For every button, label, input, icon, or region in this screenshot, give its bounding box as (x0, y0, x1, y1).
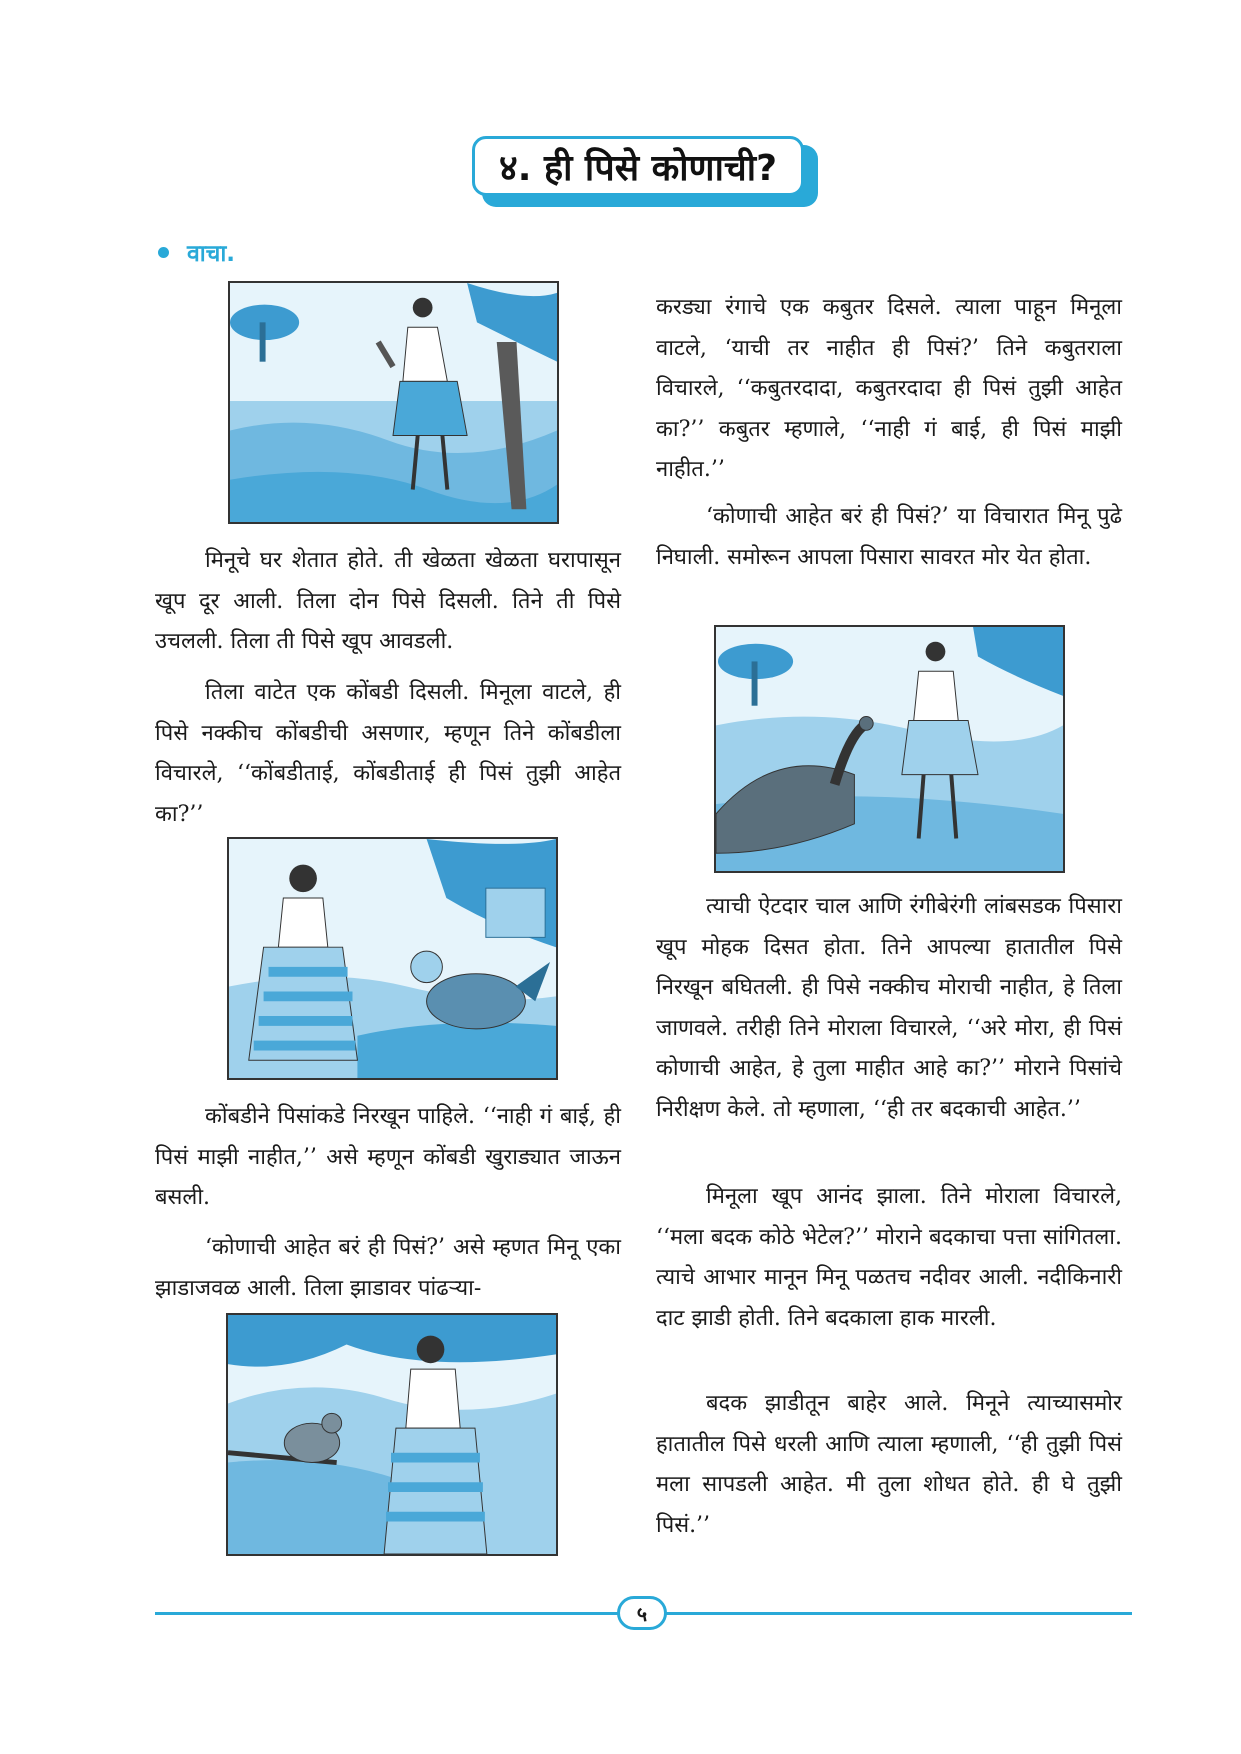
paragraph-6: ‘कोणाची आहेत बरं ही पिसं?’ या विचारात मिनू पुढे निघाली. समोरून आपला पिसारा सावरत मोर येत होता. (656, 504, 1122, 570)
illustration-girl-and-peacock (714, 625, 1065, 873)
illustration-girl-picking-feathers (228, 281, 559, 524)
paragraph-1: मिनूचे घर शेतात होते. ती खेळता खेळता घरापासून खूप दूर आली. तिला दोन पिसे दिसली. तिने ती पिसे उचलली. तिला ती पिसे खूप आवडली. (155, 548, 621, 654)
instruction-text: वाचा. (187, 241, 236, 267)
paragraph-7: त्याची ऐटदार चाल आणि रंगीबेरंगी लांबसडक पिसारा खूप मोहक दिसत होता. तिने आपल्या हातातील पिसे निरखून बघितली. ही पिसे नक्कीच मोराची नाहीत, हे तिला जाणवले. तरीही तिने मोराला विचारले, ‘‘अरे मोरा, ही पिसं कोणाची आहेत, हे तुला माहीत आहे का?’’ मोराने पिसांचे निरीक्षण केले. तो म्हणाला, ‘‘ही तर बदकाची आहेत.’’ (656, 894, 1122, 1122)
paragraph-4: ‘कोणाची आहेत बरं ही पिसं?’ असे म्हणत मिनू एका झाडाजवळ आली. तिला झाडावर पांढऱ्या- (155, 1235, 621, 1301)
lesson-title: ४. ही पिसे कोणाची? (499, 147, 777, 189)
paragraph-2: तिला वाटेत एक कोंबडी दिसली. मिनूला वाटले, ही पिसे नक्कीच कोंबडीची असणार, म्हणून तिने कोंबडीला विचारले, ‘‘कोंबडीताई, कोंबडीताई ही पिसं तुझी आहेत का?’’ (155, 680, 621, 827)
illustration-girl-and-hen (227, 837, 558, 1080)
paragraph-8: मिनूला खूप आनंद झाला. तिने मोराला विचारले, ‘‘मला बदक कोठे भेटेल?’’ मोराने बदकाचा पत्ता सांगितला. त्याचे आभार मानून मिनू पळतच नदीवर आली. नदीकिनारी दाट झाडी होती. तिने बदकाला हाक मारली. (656, 1184, 1122, 1331)
bullet-icon (158, 247, 169, 258)
title-frame (472, 136, 804, 196)
page-number: ५ (617, 1596, 667, 1630)
paragraph-5: करड्या रंगाचे एक कबुतर दिसले. त्याला पाहून मिनूला वाटले, ‘याची तर नाहीत ही पिसं?’ तिने कबुतराला विचारले, ‘‘कबुतरदादा, कबुतरदादा ही पिसं तुझी आहेत का?’’ कबुतर म्हणाले, ‘‘नाही गं बाई, ही पिसं माझी नाहीत.’’ (656, 295, 1122, 482)
instruction (158, 236, 235, 268)
lesson-title-box (472, 136, 820, 208)
paragraph-3: कोंबडीने पिसांकडे निरखून पाहिले. ‘‘नाही गं बाई, ही पिसं माझी नाहीत,’’ असे म्हणून कोंबडी खुराड्यात जाऊन बसली. (155, 1104, 621, 1210)
paragraph-9: बदक झाडीतून बाहेर आले. मिनूने त्याच्यासमोर हातातील पिसे धरली आणि त्याला म्हणाली, ‘‘ही तुझी पिसं मला सापडली आहेत. मी तुला शोधत होते. ही घे तुझी पिसं.’’ (656, 1391, 1122, 1538)
illustration-girl-and-pigeon (226, 1313, 558, 1556)
